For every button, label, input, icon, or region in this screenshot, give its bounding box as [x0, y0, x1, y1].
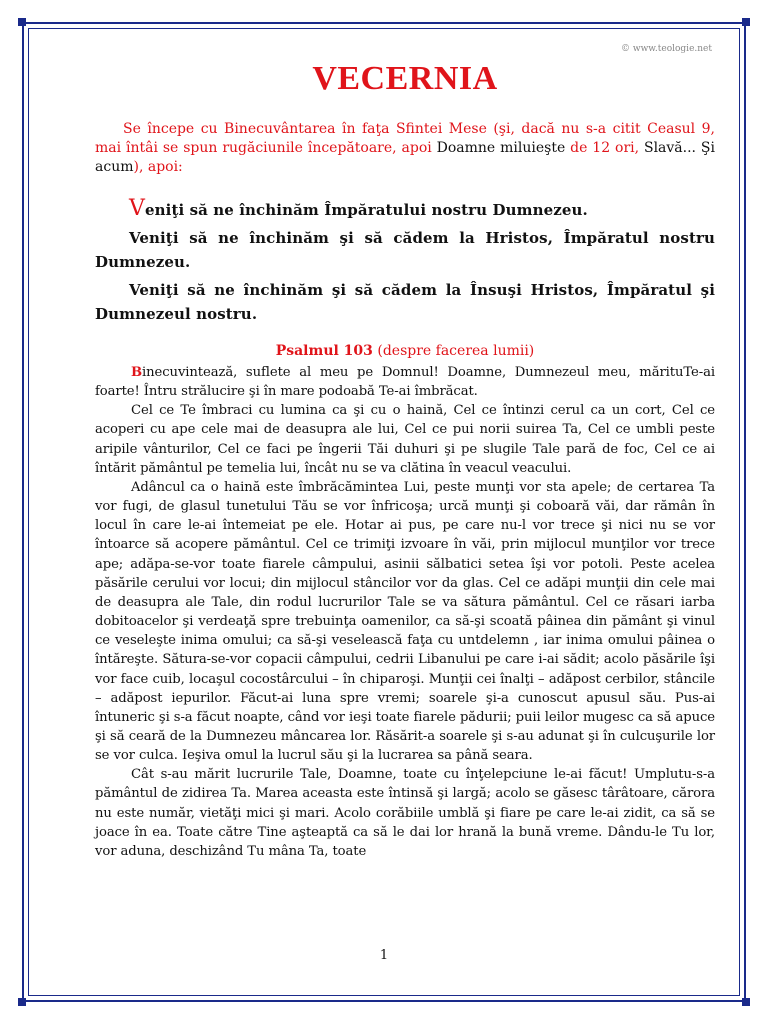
corner-ornament: [18, 998, 26, 1006]
intro-text-5: ), apoi:: [133, 159, 183, 175]
corner-ornament: [742, 998, 750, 1006]
veniti-line-1-text: eniţi să ne închinăm Împăratului nostru Dumnezeu.: [145, 201, 588, 219]
intro-text-4: Slavă... Şi acum: [95, 140, 715, 175]
page-number: 1: [379, 948, 389, 963]
dropcap-b: B: [131, 365, 143, 380]
psalm-heading: [95, 342, 715, 361]
veniti-line-3-text: Veniţi să ne închinăm şi să cădem la Însuşi Hristos, Împăratul şi Dumnezeul nostru.: [95, 281, 715, 323]
psalm-title: Psalmul 103: [275, 343, 373, 359]
psalm-paragraph-2: Cel ce Te îmbraci cu lumina ca şi cu o haină, Cel ce întinzi cerul ca un cort, Cel ce acoperi cu ape cele mai de deasupra ale lui, Cel ce pui norii suirea Ta, Cel ce umbli peste aripile vânturilor, Cel ce faci pe îngerii Tăi duhuri şi pe slugile Tale pară de foc, Cel ce ai întărit pământul pe temelia lui, încât nu se va clătina în veacul veacului.: [95, 403, 715, 476]
veniti-section: [95, 197, 715, 326]
intro-rubric: [95, 120, 715, 177]
veniti-line-3: [95, 278, 715, 326]
veniti-line-2-text: Veniţi să ne închinăm şi să cădem la Hristos, Împăratul nostru Dumnezeu.: [95, 229, 715, 271]
veniti-line-2: [95, 226, 715, 274]
psalm-subtitle: (despre facerea lumii): [377, 343, 535, 359]
corner-ornament: [18, 18, 26, 26]
copyright-notice: © www.teologie.net: [621, 44, 712, 54]
veniti-line-1: [95, 197, 715, 222]
intro-text-2: Doamne miluieşte: [436, 140, 566, 156]
psalm-paragraph-3: Adâncul ca o haină este îmbrăcămintea Lui, peste munţi vor sta apele; de certarea Ta vor fugi, de glasul tunetului Tău se vor înfricoşa; urcă munţi şi coboară văi, dar rămân în locul în care le-ai întemeiat pe ele. Hotar ai pus, pe care nu-l vor trece şi nici nu se vor întoarce să acopere pământul. Cel ce trimiţi izvoare în văi, prin mijlocul munţilor vor trece ape; adăpa-se-vor toate fiarele câmpului, asinii sălbatici setea îşi vor potoli. Peste acelea păsările cerului vor locui; din mijlocul stâncilor vor da glas. Cel ce adăpi munţii din cele mai de deasupra ale Tale, din rodul lucrurilor Tale se va sătura pământul. Cel ce răsari iarba dobitoacelor şi verdeaţă spre trebuinţa oamenilor, ca să-şi scoată pâinea din pământ şi vinul ce veseleşte inima omului; ca să-şi veselească faţa cu untdelemn , iar inima omului pâinea o întăreşte. Sătura-se-vor copacii câmpului, cedrii Libanului pe care i-ai sădit; acolo păsările îşi vor face cuib, locaşul cocostârcului – în chiparoşi. Munţii cei înalţi – adăpost cerbilor, stâncile – adăpost iepurilor. Făcut-ai luna spre vremi; soarele şi-a cunoscut apusul său. Pus-ai întuneric şi s-a făcut noapte, când vor ieşi toate fiarele pădurii; puii leilor mugesc ca să apuce şi să ceară de la Dumnezeu mâncarea lor. Răsărit-a soarele şi s-au adunat şi în culcuşurile lor se vor culca. Ieşiva omul la lucrul său şi la lucrarea sa până seara.: [95, 479, 715, 764]
page-title: VECERNIA: [312, 60, 498, 97]
psalm-paragraph-1: [95, 363, 715, 401]
psalm-paragraph-4: Cât s-au mărit lucrurile Tale, Doamne, toate cu înţelepciune le-ai făcut! Umplutu-s-a pământul de zidirea Ta. Marea aceasta este întinsă şi largă; acolo se găsesc târâtoare, cărora nu este număr, vietăţi mici şi mari. Acolo corăbiile umblă şi fiare pe care le-ai zidit, ca să se joace în ea. Toate către Tine aşteaptă ca să le dai lor hrană la bună vreme. Dându-le Tu lor, vor aduna, deschizând Tu mâna Ta, toate: [95, 767, 715, 859]
psalm-body: [95, 363, 715, 861]
corner-ornament: [742, 18, 750, 26]
dropcap-v: V: [129, 196, 145, 221]
intro-text-1: Se începe cu Binecuvântarea în faţa Sfintei Mese (şi, dacă nu s-a citit Ceasul 9, mai întâi se spun rugăciunile începătoare, apoi: [95, 121, 715, 156]
intro-text-3: de 12 ori,: [565, 140, 644, 156]
document-page: [95, 60, 715, 861]
psalm-paragraph-1-text: inecuvintează, suflete al meu pe Domnul! Doamne, Dumnezeul meu, mărituTe-ai foarte! Întru strălucire şi în mare podoabă Te-ai îmbrăcat.: [95, 365, 715, 400]
